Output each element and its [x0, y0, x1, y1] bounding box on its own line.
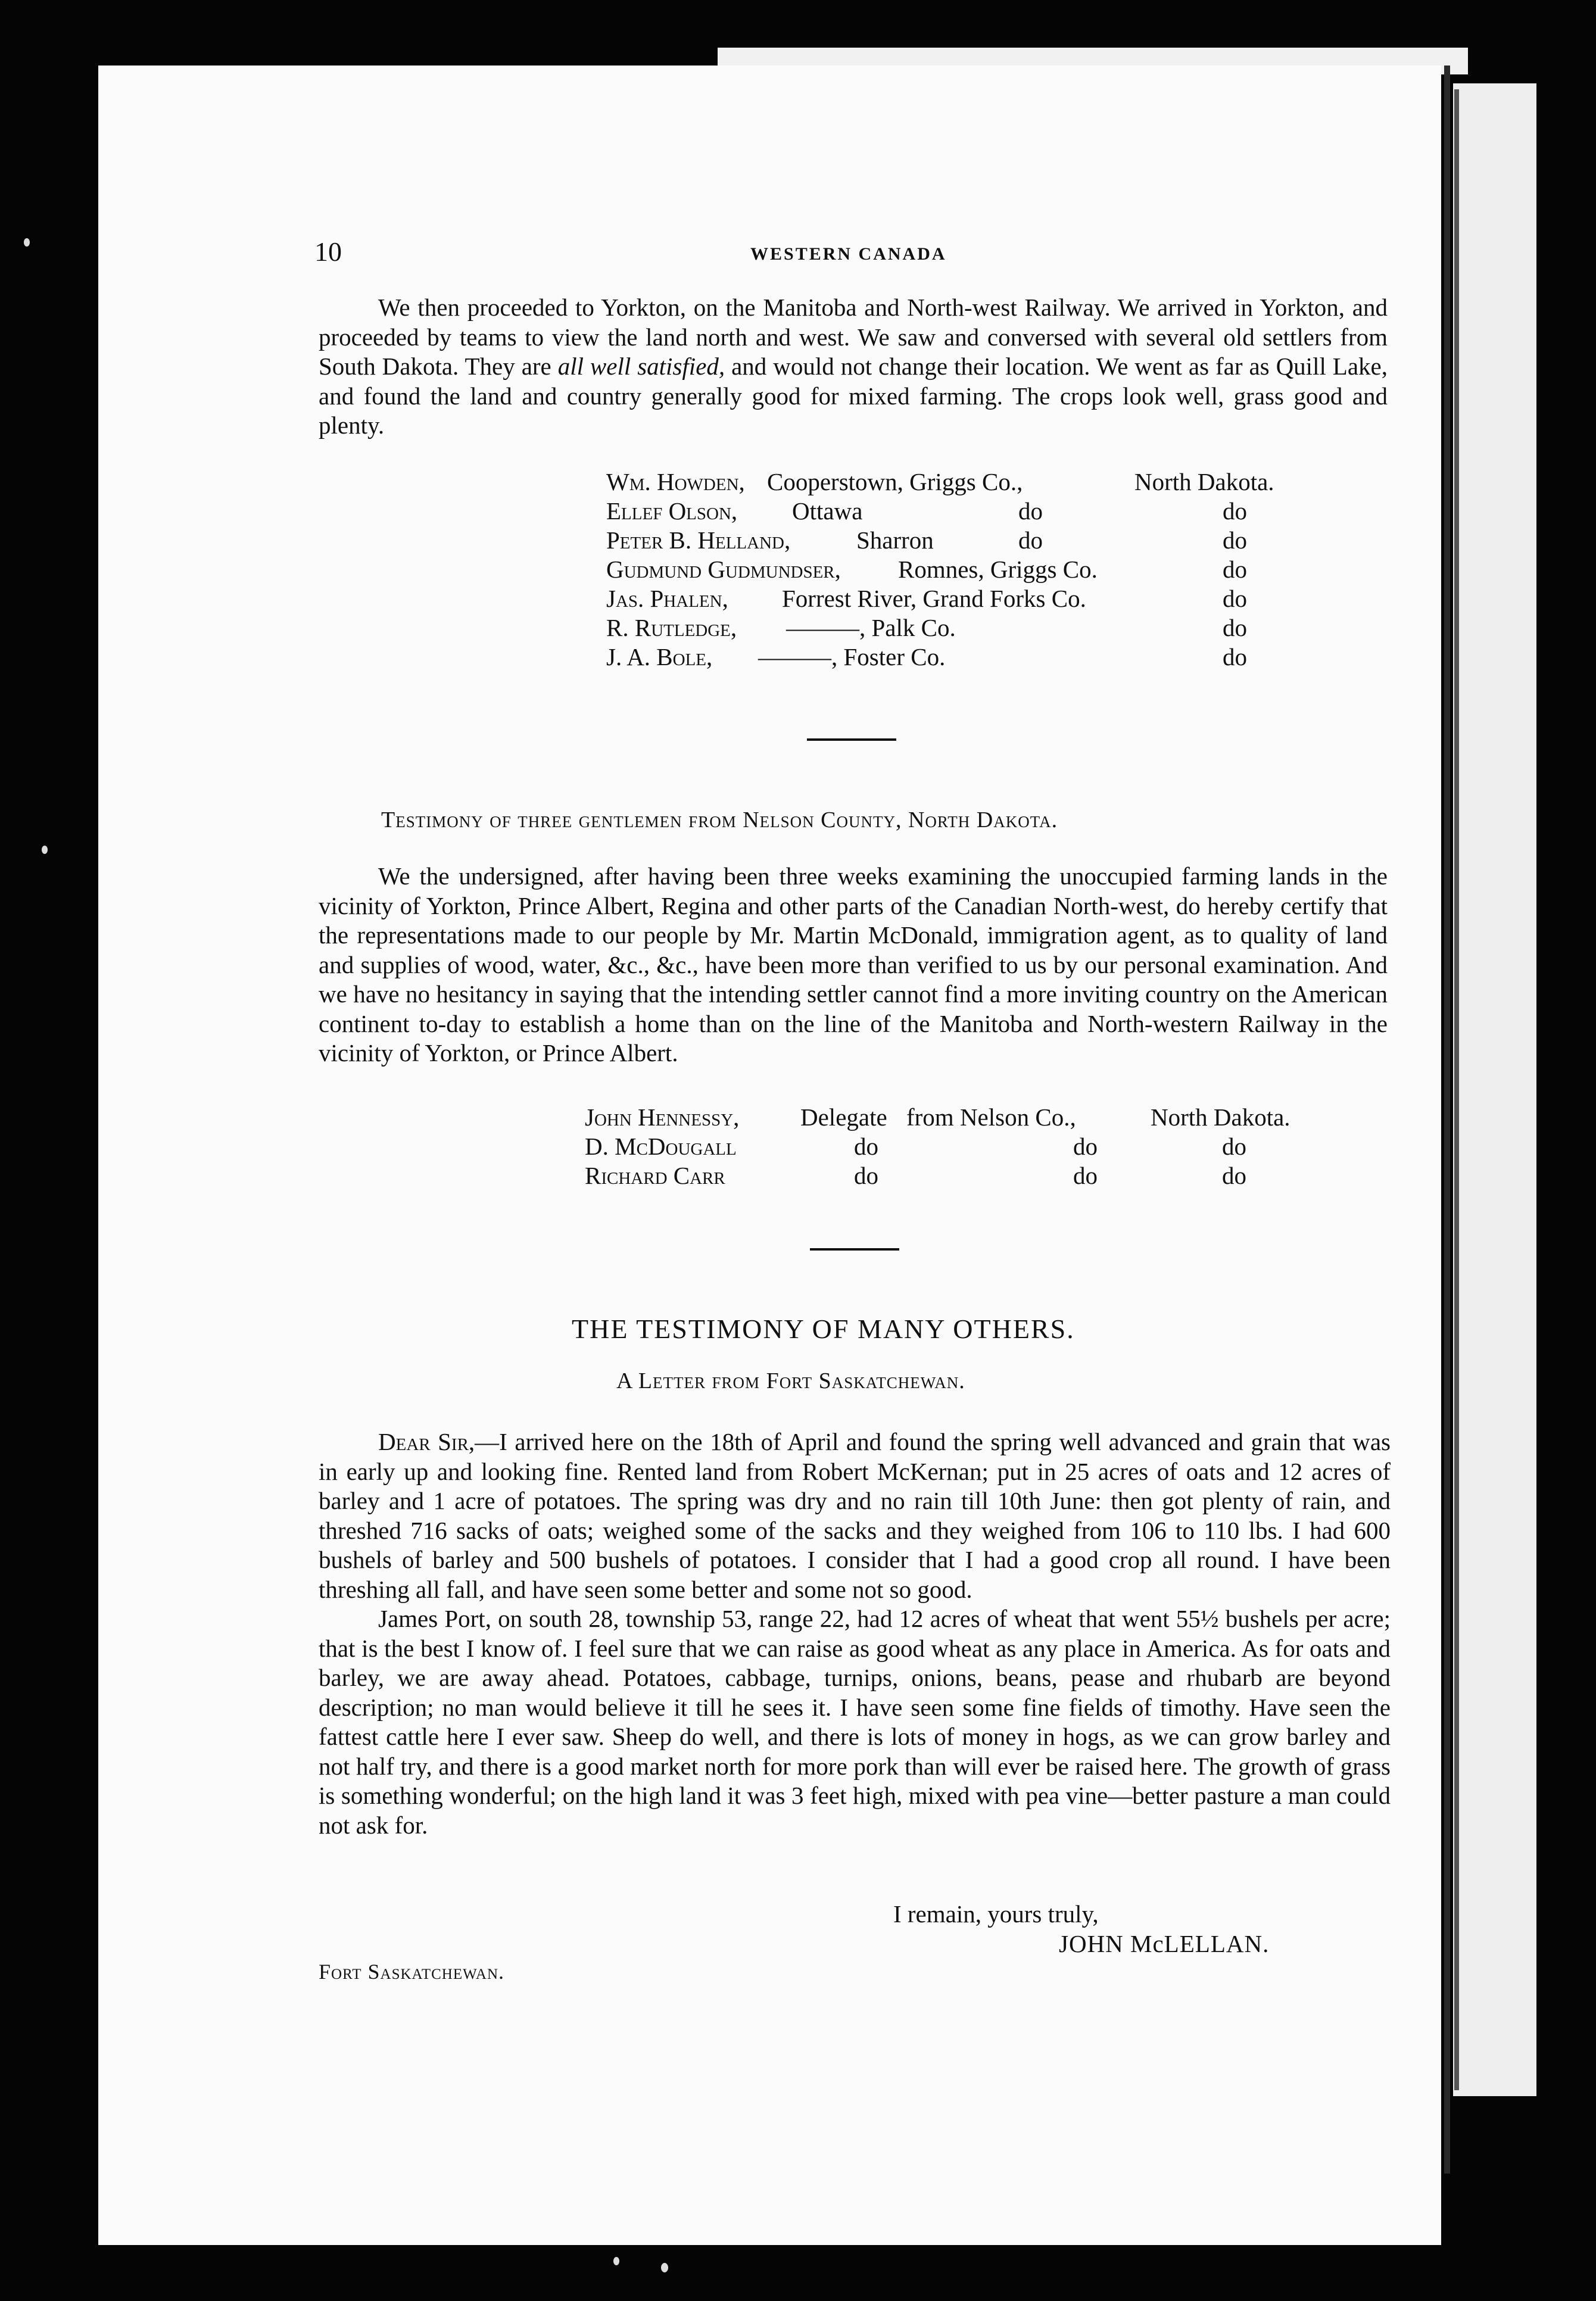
- section1-paragraph: We then proceeded to Yorkton, on the Manitoba and North-west Railway. We arrived in Yorkton, and proceeded by teams to view the land north and west. We saw and conversed with several old settlers from South Dakota. They are all well satisfied, and would not change their location. We went as far as Quill Lake, and found the land and country generally good for mixed farming. The crops look well, grass good and plenty.: [319, 294, 1388, 439]
- adjacent-sheet-edge: [1453, 83, 1536, 2096]
- sheet-edge-shadow: [1454, 89, 1459, 2090]
- running-head: WESTERN CANADA: [750, 244, 947, 264]
- page-number: 10: [314, 236, 342, 267]
- section3-title: THE TESTIMONY OF MANY OTHERS.: [572, 1314, 1075, 1344]
- section2-paragraph: We the undersigned, after having been three weeks examining the unoccupied farming lands in the vicinity of Yorkton, Prince Albert, Regina and other parts of the Canadian North-west, do hereby certify that the representations made to our people by Mr. Martin McDonald, immigration agent, as to quality of land and supplies of wood, water, &c., &c., have been more than verified to us by our personal examination. And we have no hesitancy in saying that the intending settler cannot find a more inviting country on the American continent to-day to establish a home than on the line of the Manitoba and North-western Railway in the vicinity of Yorkton, or Prince Albert.: [319, 862, 1388, 1067]
- section3-subtitle: A Letter from Fort Saskatchewan.: [616, 1368, 965, 1393]
- letter-body: Dear Sir,—I arrived here on the 18th of April and found the spring well advanced and grain that was in early up and looking fine. Rented land from Robert McKernan; put in 25 acres of oats and 12 acres of barley and 1 acre of potatoes. The spring was dry and no rain till 10th June: then got plenty of rain, and threshed 716 sacks of oats; weighed some of the sacks and they weighed from 106 to 110 lbs. I had 600 bushels of barley and 500 bushels of potatoes. I consider that I had a good crop all round. I have been threshing all fall, and have seen some better and some not so good. James Port, on south 28, township 53, range 22, had 12 acres of wheat that went 55½ bushels per acre; that is the best I know of. I feel sure that we can raise as good wheat as any place in America. As for oats and barley, we are away ahead. Potatoes, cabbage, turnips, onions, beans, pease and rhubarb are beyond description; no man would believe it till he sees it. I have seen some fine fields of timothy. Have seen the fattest cattle here I ever saw. Sheep do well, and there is lots of money in hogs, as we can grow barley and not half try, and there is a good market north for more pork than will ever be raised here. The growth of grass is something wonderful; on the high land it was 3 feet high, mixed with pea vine—better pasture a man could not ask for.: [319, 1428, 1391, 1839]
- scan-speck: [613, 2257, 619, 2265]
- page-right-edge: [1444, 66, 1450, 2174]
- scan-speck: [661, 2263, 668, 2272]
- section2-signatories: John Hennessy, Delegate from Nelson Co., North Dakota. D. McDougall do do do Richard Carr do do do: [585, 1103, 1290, 1189]
- letter-place: Fort Saskatchewan.: [319, 1960, 505, 1984]
- letter-closing: I remain, yours truly,: [893, 1900, 1099, 1928]
- section-divider: [810, 1248, 899, 1251]
- section1-signatories: Wm. Howden, Cooperstown, Griggs Co., North Dakota. Ellef Olson, Ottawa do do Peter B. Helland, Sharron do do Gudmund Gudmundser, Romnes, Griggs Co. do Jas. Phalen, Forrest River, Grand Forks Co. do R. Rutledge, ———, Palk Co. do J. A. Bole, ———, Foster Co. do: [606, 468, 1274, 671]
- letter-signature: JOHN McLELLAN.: [1059, 1930, 1270, 1957]
- section2-heading: Testimony of three gentlemen from Nelson County, North Dakota.: [381, 807, 1058, 833]
- scan-speck: [42, 846, 48, 854]
- section-divider: [807, 738, 896, 741]
- salutation: Dear Sir,: [378, 1428, 475, 1455]
- scan-speck: [24, 238, 30, 247]
